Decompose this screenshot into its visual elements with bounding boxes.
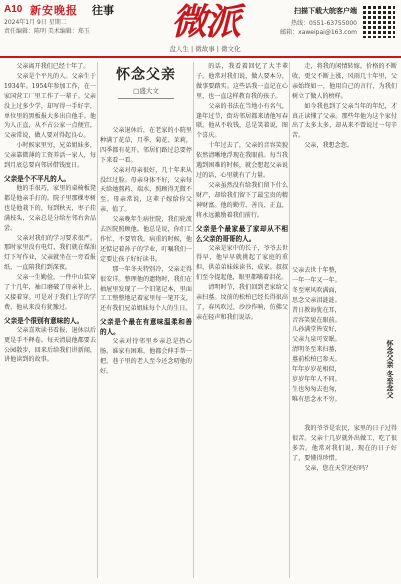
paragraph: 父亲对我们的学习要求很严。那时家里没有电灯，我们就在煤油灯下写作业，父亲就坐在一旁看报纸，一直陪我们到深夜。 bbox=[4, 234, 96, 272]
paragraph: 父亲，您在天堂还好吗？ bbox=[304, 464, 372, 472]
article-column-4-tail bbox=[292, 424, 397, 580]
page-number: A10 bbox=[4, 4, 23, 15]
poem-line: 年年岁岁花相似， bbox=[292, 366, 341, 374]
article-title: 怀念父亲 bbox=[116, 67, 176, 83]
paragraph: 那一年冬天特别冷，父亲走得很安详。整理他的遗物时，我们在抽屉里发现了一个旧笔记本，里面工工整整地记着家里每一笔开支，还有我们兄弟姐妹每个人的生日。 bbox=[100, 265, 192, 313]
paragraph: 父亲对母亲很好，几十年来从没红过脸。母亲身体不好，父亲每天给她熬药、端水，照顾得无微不至。母亲常说，这辈子嫁给你父亲，值了。 bbox=[100, 166, 192, 214]
poem-line: 父亲去世十年整， bbox=[292, 267, 341, 274]
poem-block bbox=[292, 266, 362, 416]
column-divider bbox=[289, 62, 290, 578]
poem-line: 岁岁年年人不同。 bbox=[292, 375, 341, 383]
section-brand-logo: 微派 bbox=[170, 1, 239, 43]
paragraph: 父亲虽然没有给我们留下什么财产，却给我们留下了最宝贵的精神财富。他的勤劳、善良、正直，将永远激励着我们前行。 bbox=[196, 181, 288, 219]
section-brand-subtitle: 盘人生 | 微故事 | 微文化 bbox=[169, 45, 241, 53]
subheading: 父亲是个最在有意味温柔和善的人。 bbox=[100, 318, 192, 337]
subheading: 父亲是个很别有意味的人。 bbox=[4, 316, 84, 325]
poem-line: 昔日教诲犹在耳， bbox=[292, 306, 341, 314]
poem-line: 唯有思念永不穷。 bbox=[292, 395, 341, 403]
poem-line: 父亲九泉可安眠。 bbox=[292, 336, 341, 344]
paper-name-logo: 新安晚报 bbox=[30, 4, 78, 17]
subheading: 父亲是个不平凡的人。 bbox=[4, 174, 70, 183]
article-byline: □盛大文 bbox=[133, 87, 159, 95]
section-title: 往事 bbox=[92, 4, 114, 17]
qr-code-icon[interactable] bbox=[361, 4, 395, 38]
poem-line: 墓前松柏已参天。 bbox=[292, 356, 341, 364]
paragraph: 父亲是家中的长子，爷爷去世得早，他早早就挑起了家庭的重担，供弟弟妹妹读书、成家。叔叔们至今提起他，眼里都噙着泪花。 bbox=[196, 244, 288, 282]
subheading: 父亲是个最家最了家却从不相么父亲的哥哥的人。 bbox=[196, 224, 288, 243]
article-column-2 bbox=[100, 126, 192, 580]
paragraph: 父亲喜欢读书看报，退休以后更是手不释卷。每天清晨他都要去公园散步，回来后给我们讲新闻，讲他读到的故事。 bbox=[4, 326, 96, 364]
email: 邮箱：xaweipai@163.com bbox=[280, 29, 357, 36]
header-divider bbox=[0, 56, 401, 58]
paragraph: 他的手很巧，家里的桌椅板凳都是他亲手打的。院子里那棵枣树也是他栽下的，每到秋天，枣子挂满枝头，父亲总是分给左邻右舍品尝。 bbox=[4, 184, 96, 232]
hotline: 热线：0551-63755000 bbox=[291, 20, 357, 27]
issue-date: 2024年1月 9日 星期二 bbox=[4, 19, 67, 26]
paragraph: 清明时节，我们回到老家给父亲扫墓。坟前的松柏已经长得很高了，春风吹过，沙沙作响，仿佛父亲在轻声和我们说话。 bbox=[196, 284, 288, 321]
paragraph: 如今我也到了父亲当年的年纪，才真正读懂了父亲。那些年他为这个家付出了太多太多，却从来不曾说过一句辛苦。 bbox=[292, 102, 397, 140]
article-column-4 bbox=[292, 62, 397, 272]
column-divider bbox=[97, 62, 98, 578]
article-title-block bbox=[100, 62, 192, 124]
editor-credits: 责任编辑：陈明 美术编辑：郑玉 bbox=[4, 28, 90, 35]
paragraph: 父亲是个平凡的人。父亲生于1934年。1954年参加工作，在一家国营工厂里工作了一辈子。父亲没上过多少学，却写得一手好字，单位里的黑板报大多出自他手。他为人正直，从不占公家一点便宜，父亲常说，做人要对得起良心。 bbox=[4, 72, 96, 140]
paragraph: 父亲，我想念您。 bbox=[304, 142, 353, 150]
article-column-3 bbox=[196, 62, 288, 580]
poem-line: 音容笑貌在眼前。 bbox=[292, 316, 341, 324]
paragraph: 父亲退休后，在老家的小院里种满了花草，月季、菊花、茉莉，四季都有花开。邻居们路过总要停下来看一看。 bbox=[100, 127, 192, 164]
article-column-1 bbox=[4, 62, 96, 580]
title-underline bbox=[118, 98, 174, 99]
paragraph: 父亲晚年生病住院，我们轮流去医院照顾他。他总是说，你们工作忙，不要管我。病重的时候，他还惦记着孙子的学业，叮嘱我们一定要让孩子好好读书。 bbox=[100, 216, 192, 263]
poem-line: 儿孙满堂皆安好， bbox=[292, 326, 341, 334]
poem-line: 一年一年又一年。 bbox=[292, 276, 341, 284]
paragraph: 我的爷爷是农民，家里的日子过得很苦。父亲十几岁就外出做工，吃了很多苦。他常对我们说，现在的日子好了，要懂得珍惜。 bbox=[292, 425, 397, 462]
paragraph: 父亲对待邻里乡亲总是热心肠。谁家有困难，他都会伸手帮一把。巷子里的老人至今还念叨他的好。 bbox=[100, 338, 192, 375]
poem-line: 生也匆匆去也匆， bbox=[292, 385, 341, 393]
paragraph: 走，将我的闲情转嫁。价格的不断收，更父不断上涨，风雨几十年里，父亲始终如一，他用自己的言行，为我们树立了做人的榜样。 bbox=[292, 63, 397, 100]
poem-line: 思念父亲泪涟涟。 bbox=[292, 296, 341, 304]
paragraph: 十年过去了，父亲的音容笑貌依然清晰地浮现在我眼前。每当我遇到困难的时候，就会想起父亲说过的话，心里就有了力量。 bbox=[196, 142, 288, 179]
paragraph: 的话，我看着回忆了大半辈子。他常对我们说，做人要本分，做事要踏实。这些话我一直记在心里，也一直这样教育我的孩子。 bbox=[196, 63, 288, 100]
poem-line: 冬至寒风吹满面， bbox=[292, 286, 341, 294]
paragraph: 父亲一生勤俭，一件中山装穿了十几年，袖口磨破了母亲补上，又接着穿。可是对于我们上学的学费，他从来没有犹豫过。 bbox=[4, 274, 96, 311]
poem-line: 清明冬至来扫墓， bbox=[292, 346, 341, 354]
masthead bbox=[0, 0, 401, 58]
poem-title: 怀念父亲 冬至念父 bbox=[386, 340, 394, 399]
lead-paragraph: 父亲离开我们已经十年了。 bbox=[16, 63, 90, 70]
paragraph: 小时候家里穷，兄弟姐妹多，父亲靠微薄的工资养活一家人，每到月底总要向邻居借钱度日。 bbox=[4, 142, 96, 170]
app-download-label: 扫描下载大皖客户端 bbox=[294, 7, 357, 15]
column-divider bbox=[193, 62, 194, 578]
paragraph: 父亲的书法在当地小有名气，逢年过节，街坊邻居都来请他写春联。他从不收钱，总是笑着说，图个喜庆。 bbox=[196, 102, 288, 140]
